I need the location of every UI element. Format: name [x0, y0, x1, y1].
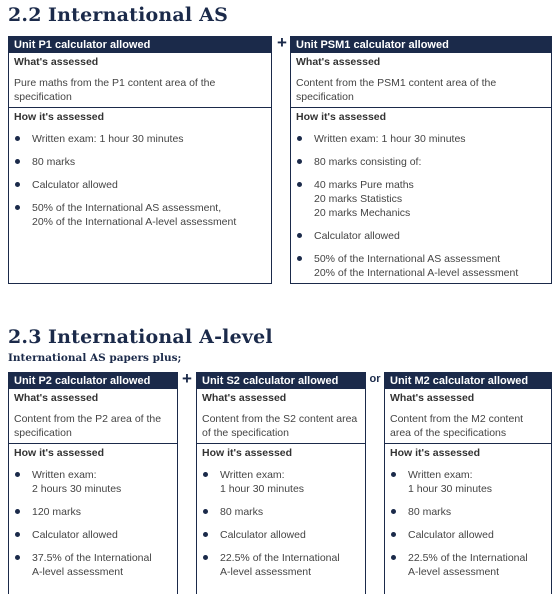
whats-assessed-text: Content from the PSM1 content area of the specification	[296, 77, 497, 103]
how-assessed-label: How it's assessed	[390, 447, 481, 459]
whats-assessed-label: What's assessed	[390, 392, 475, 404]
bullet-icon	[203, 532, 208, 537]
bullet-icon	[391, 472, 396, 477]
bullet-icon	[203, 555, 208, 560]
bullet-icon	[391, 532, 396, 537]
section-number: 2.2	[8, 4, 42, 26]
whats-assessed-text: Content from the M2 content area of the specifications	[390, 413, 524, 439]
list-item: 80 marks	[14, 155, 267, 169]
unit-card-p2	[8, 372, 178, 594]
list-item: 40 marks Pure maths 20 marks Statistics 20 marks Mechanics	[296, 178, 547, 220]
or-connector: or	[369, 373, 381, 385]
bullet-icon	[15, 159, 20, 164]
unit-header: Unit P2 calculator allowed	[9, 373, 177, 389]
list-item: 80 marks	[202, 505, 361, 519]
list-item: Written exam: 1 hour 30 minutes	[202, 468, 361, 496]
bullet-icon	[15, 136, 20, 141]
whats-assessed-text: Pure maths from the P1 content area of the specification	[14, 77, 216, 103]
unit-card-p1	[8, 36, 272, 284]
list-item: Calculator allowed	[14, 528, 173, 542]
bullet-icon	[297, 233, 302, 238]
list-item: 50% of the International AS assessment, 20% of the International A-level assessment	[14, 201, 267, 229]
bullet-icon	[203, 472, 208, 477]
bullet-icon	[15, 555, 20, 560]
list-item: 22.5% of the International A-level assessment	[202, 551, 361, 579]
list-item: Written exam: 1 hour 30 minutes	[296, 132, 547, 146]
assessment-points	[9, 124, 271, 229]
bullet-icon	[15, 205, 20, 210]
unit-header: Unit S2 calculator allowed	[197, 373, 365, 389]
section-subtitle: International AS papers plus;	[8, 352, 182, 364]
bullet-icon	[15, 509, 20, 514]
bullet-icon	[297, 182, 302, 187]
section-title-international-as	[8, 4, 228, 26]
bullet-icon	[391, 555, 396, 560]
how-assessed-label: How it's assessed	[202, 447, 293, 459]
bullet-icon	[297, 256, 302, 261]
assessment-points	[291, 124, 551, 280]
section-heading: International A-level	[48, 326, 273, 348]
plus-connector: +	[182, 369, 192, 388]
unit-header: Unit PSM1 calculator allowed	[291, 37, 551, 53]
plus-connector: +	[277, 33, 287, 52]
whats-assessed-text: Content from the S2 content area of the specification	[202, 413, 358, 439]
how-assessed-label: How it's assessed	[296, 111, 387, 123]
bullet-icon	[391, 509, 396, 514]
bullet-icon	[297, 159, 302, 164]
bullet-icon	[203, 509, 208, 514]
list-item: 80 marks consisting of:	[296, 155, 547, 169]
unit-card-psm1	[290, 36, 552, 284]
whats-assessed-label: What's assessed	[296, 56, 381, 68]
list-item: Calculator allowed	[390, 528, 547, 542]
whats-assessed-label: What's assessed	[14, 392, 99, 404]
list-item: Written exam: 1 hour 30 minutes	[14, 132, 267, 146]
whats-assessed-label: What's assessed	[202, 392, 287, 404]
bullet-icon	[15, 472, 20, 477]
bullet-icon	[297, 136, 302, 141]
how-assessed-label: How it's assessed	[14, 447, 105, 459]
assessment-points	[197, 460, 365, 579]
list-item: 120 marks	[14, 505, 173, 519]
assessment-points	[9, 460, 177, 579]
list-item: Calculator allowed	[202, 528, 361, 542]
how-assessed-label: How it's assessed	[14, 111, 105, 123]
unit-card-m2	[384, 372, 552, 594]
section-title-international-a-level	[8, 326, 273, 348]
list-item: 37.5% of the International A-level assessment	[14, 551, 173, 579]
section-number: 2.3	[8, 326, 42, 348]
bullet-icon	[15, 532, 20, 537]
bullet-icon	[15, 182, 20, 187]
list-item: 50% of the International AS assessment 20% of the International A-level assessment	[296, 252, 547, 280]
list-item: Written exam: 2 hours 30 minutes	[14, 468, 173, 496]
list-item: Calculator allowed	[296, 229, 547, 243]
whats-assessed-label: What's assessed	[14, 56, 99, 68]
assessment-points	[385, 460, 551, 579]
list-item: Written exam: 1 hour 30 minutes	[390, 468, 547, 496]
unit-header: Unit M2 calculator allowed	[385, 373, 551, 389]
unit-header: Unit P1 calculator allowed	[9, 37, 271, 53]
list-item: 80 marks	[390, 505, 547, 519]
section-heading: International AS	[48, 4, 228, 26]
whats-assessed-text: Content from the P2 area of the specification	[14, 413, 162, 439]
list-item: 22.5% of the International A-level assessment	[390, 551, 547, 579]
unit-card-s2	[196, 372, 366, 594]
list-item: Calculator allowed	[14, 178, 267, 192]
